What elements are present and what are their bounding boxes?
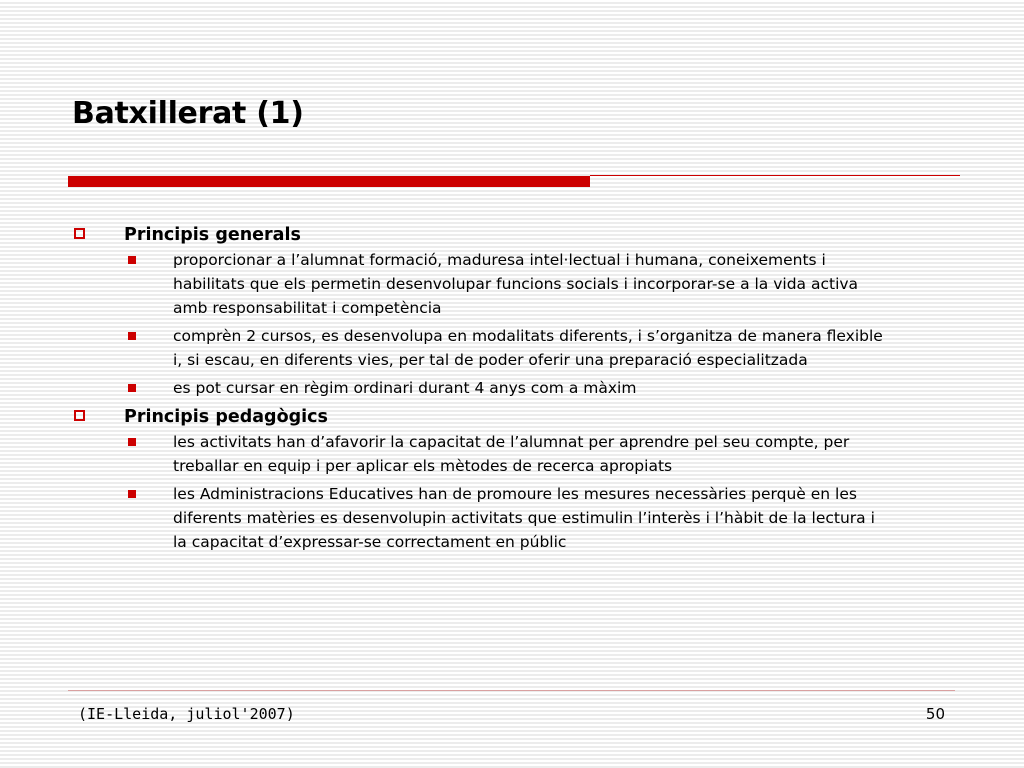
filled-square-bullet-icon: [128, 332, 136, 340]
list-item: [124, 376, 893, 400]
list-item-text: comprèn 2 cursos, es desenvolupa en modalitats diferents, i s’organitza de manera flexible i, si escau, en diferents vies, per tal de poder oferir una preparació especialitzada: [173, 327, 883, 369]
bullet-list: [124, 430, 968, 554]
footer-divider: [68, 690, 955, 691]
bullet-list: [124, 248, 968, 400]
list-item-text: es pot cursar en règim ordinari durant 4 anys com a màxim: [173, 379, 637, 397]
list-item-text: les Administracions Educatives han de promoure les mesures necessàries perquè en les diferents matèries es desenvolupin activitats que estimulin l’interès i l’hàbit de la lectura i la capacitat d’expressar-se correctament en públic: [173, 485, 875, 551]
section-label: Principis generals: [124, 225, 301, 245]
hollow-square-bullet-icon: [74, 410, 85, 421]
section-list: [68, 222, 968, 554]
filled-square-bullet-icon: [128, 490, 136, 498]
hollow-square-bullet-icon: [74, 228, 85, 239]
filled-square-bullet-icon: [128, 384, 136, 392]
page-number: 50: [925, 705, 945, 723]
section-principis-generals: [68, 222, 968, 400]
list-item: [124, 324, 893, 372]
list-item: [124, 248, 893, 320]
list-item: [124, 482, 893, 554]
title-underline-thick: [68, 176, 590, 187]
list-item-text: les activitats han d’afavorir la capacitat de l’alumnat per aprendre pel seu compte, per treballar en equip i per aplicar els mètodes de recerca apropiats: [173, 433, 850, 475]
section-label: Principis pedagògics: [124, 407, 328, 427]
filled-square-bullet-icon: [128, 438, 136, 446]
slide-content: [68, 222, 968, 558]
list-item-text: proporcionar a l’alumnat formació, maduresa intel·lectual i humana, coneixements i habilitats que els permetin desenvolupar funcions socials i incorporar-se a la vida activa amb responsabilitat i competència: [173, 251, 859, 317]
slide-title: Batxillerat (1): [72, 96, 304, 131]
footer-source: (IE-Lleida, juliol'2007): [78, 705, 295, 723]
filled-square-bullet-icon: [128, 256, 136, 264]
title-underline-thin: [590, 175, 960, 176]
list-item: [124, 430, 893, 478]
section-principis-pedagogics: [68, 404, 968, 554]
